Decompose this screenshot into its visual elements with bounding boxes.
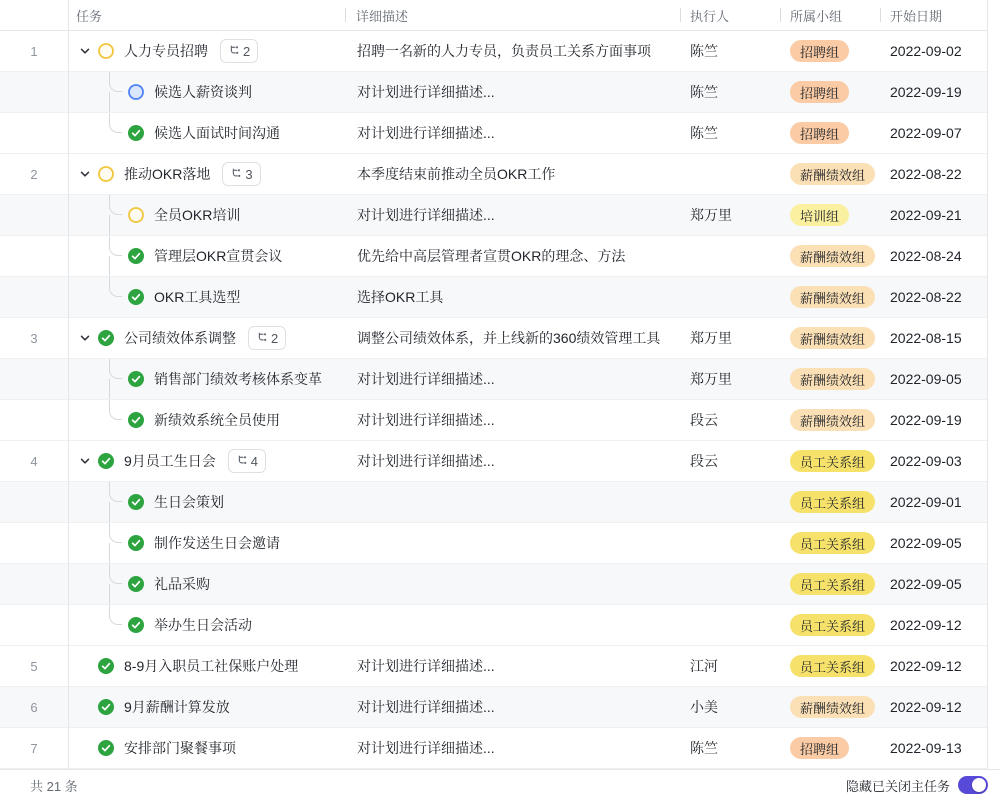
group-badge: 薪酬绩效组 (790, 245, 875, 267)
subtask-count: 3 (245, 166, 253, 182)
group-cell[interactable] (780, 605, 880, 645)
status-icon[interactable] (128, 289, 144, 305)
status-icon[interactable] (128, 412, 144, 428)
group-cell[interactable] (780, 359, 880, 399)
date-cell[interactable]: 2022-08-24 (890, 248, 962, 264)
task-name: 9月员工生日会 (124, 453, 216, 469)
task-name: 生日会策划 (154, 494, 224, 510)
group-badge: 员工关系组 (790, 655, 875, 677)
description-cell[interactable]: 对计划进行详细描述... (357, 453, 495, 469)
task-name: 礼品采购 (154, 576, 210, 592)
assignee-cell[interactable] (680, 482, 780, 522)
subtask-count: 4 (250, 453, 259, 469)
status-icon[interactable] (128, 494, 144, 510)
date-cell[interactable]: 2022-09-05 (890, 576, 962, 592)
column-header-description-label: 详细描述 (356, 8, 409, 24)
table-row[interactable] (0, 154, 988, 195)
task-cell[interactable] (68, 441, 345, 481)
row-number (0, 359, 68, 399)
column-header-start-date[interactable] (880, 0, 988, 30)
group-cell[interactable] (780, 728, 880, 768)
table-row[interactable] (0, 687, 988, 728)
date-cell[interactable]: 2022-08-15 (890, 330, 962, 346)
task-cell[interactable] (68, 318, 345, 358)
status-icon[interactable] (128, 617, 144, 633)
status-icon[interactable] (98, 453, 114, 469)
task-name: 举办生日会活动 (154, 617, 252, 633)
group-badge: 招聘组 (790, 122, 849, 144)
table-row[interactable] (0, 318, 988, 359)
table-row[interactable] (0, 564, 988, 605)
footer-bar (0, 769, 1000, 800)
tree-connector (109, 195, 123, 235)
assignee-cell[interactable]: 陈竺 (690, 125, 718, 141)
description-cell[interactable]: 优先给中高层管理者宣贯OKR的理念、方法 (357, 248, 626, 264)
task-name: 管理层OKR宣贯会议 (154, 248, 283, 264)
group-cell[interactable] (780, 277, 880, 317)
chevron-down-icon[interactable] (78, 167, 92, 181)
group-cell[interactable] (780, 523, 880, 563)
row-number (0, 236, 68, 276)
table-row[interactable] (0, 72, 988, 113)
subtask-count-badge[interactable] (222, 162, 260, 186)
group-badge: 员工关系组 (790, 532, 875, 554)
description-cell[interactable]: 对计划进行详细描述... (357, 371, 495, 387)
column-header-index (0, 0, 68, 30)
date-cell[interactable]: 2022-09-13 (890, 740, 962, 756)
tree-connector (109, 523, 123, 563)
status-icon[interactable] (98, 166, 114, 182)
group-badge: 员工关系组 (790, 573, 875, 595)
table-row[interactable] (0, 441, 988, 482)
task-name: 新绩效系统全员使用 (154, 412, 280, 428)
date-cell[interactable]: 2022-09-19 (890, 84, 962, 100)
group-cell[interactable] (780, 687, 880, 727)
assignee-cell[interactable]: 小美 (690, 699, 718, 715)
date-cell[interactable]: 2022-09-12 (890, 699, 962, 715)
description-cell[interactable] (345, 482, 680, 522)
description-cell[interactable]: 对计划进行详细描述... (357, 84, 495, 100)
status-icon[interactable] (98, 330, 114, 346)
group-cell[interactable] (780, 564, 880, 604)
date-cell[interactable]: 2022-08-22 (890, 289, 962, 305)
row-number (0, 605, 68, 645)
row-number (0, 277, 68, 317)
description-cell[interactable]: 对计划进行详细描述... (357, 125, 495, 141)
table-header-row (0, 0, 988, 31)
description-cell[interactable]: 对计划进行详细描述... (357, 207, 495, 223)
assignee-cell[interactable]: 郑万里 (690, 330, 732, 346)
row-number: 2 (30, 166, 38, 182)
assignee-cell[interactable]: 段云 (690, 453, 718, 469)
row-number: 6 (30, 699, 38, 715)
subtask-count-badge[interactable] (228, 449, 266, 473)
table-row[interactable] (0, 236, 988, 277)
date-cell[interactable]: 2022-09-12 (890, 617, 962, 633)
table-row[interactable] (0, 523, 988, 564)
status-icon[interactable] (128, 84, 144, 100)
tree-connector (109, 72, 123, 112)
assignee-cell[interactable] (680, 605, 780, 645)
assignee-cell[interactable]: 陈竺 (690, 43, 718, 59)
group-cell[interactable] (780, 236, 880, 276)
assignee-cell[interactable] (680, 154, 780, 194)
status-icon[interactable] (128, 371, 144, 387)
date-cell[interactable]: 2022-09-21 (890, 207, 962, 223)
assignee-cell[interactable]: 郑万里 (690, 371, 732, 387)
status-icon[interactable] (98, 43, 114, 59)
description-cell[interactable] (345, 523, 680, 563)
status-icon[interactable] (128, 207, 144, 223)
assignee-cell[interactable]: 陈竺 (690, 740, 718, 756)
description-cell[interactable]: 本季度结束前推动全员OKR工作 (357, 166, 556, 182)
status-icon[interactable] (128, 248, 144, 264)
date-cell[interactable]: 2022-09-12 (890, 658, 962, 674)
task-name: 销售部门绩效考核体系变革 (154, 371, 322, 387)
assignee-cell[interactable] (680, 277, 780, 317)
table-row[interactable] (0, 277, 988, 318)
description-cell[interactable]: 对计划进行详细描述... (357, 658, 495, 674)
row-number (0, 400, 68, 440)
date-cell[interactable]: 2022-09-03 (890, 453, 962, 469)
toggle-knob (972, 778, 986, 792)
table-row[interactable] (0, 113, 988, 154)
tree-connector (109, 236, 123, 276)
assignee-cell[interactable]: 江河 (690, 658, 718, 674)
subtask-tree-icon (256, 330, 268, 346)
task-cell[interactable] (68, 646, 345, 686)
description-cell[interactable]: 对计划进行详细描述... (357, 699, 495, 715)
subtask-tree-icon (228, 43, 240, 59)
table-row[interactable] (0, 195, 988, 236)
column-header-description[interactable] (345, 0, 680, 30)
chevron-down-icon[interactable] (78, 454, 92, 468)
subtask-count-badge[interactable] (248, 326, 286, 350)
assignee-cell[interactable]: 段云 (690, 412, 718, 428)
assignee-cell[interactable] (680, 523, 780, 563)
group-cell[interactable] (780, 646, 880, 686)
tree-connector (109, 605, 123, 645)
row-number (0, 523, 68, 563)
tree-connector (109, 359, 123, 399)
date-cell[interactable]: 2022-09-05 (890, 371, 962, 387)
task-cell[interactable] (68, 728, 345, 768)
column-header-group[interactable] (780, 0, 880, 30)
group-badge: 员工关系组 (790, 614, 875, 636)
group-badge: 薪酬绩效组 (790, 163, 875, 185)
group-cell[interactable] (780, 113, 880, 153)
group-cell[interactable] (780, 400, 880, 440)
table-body (0, 31, 988, 769)
status-icon[interactable] (98, 658, 114, 674)
task-name: 推动OKR落地 (124, 166, 211, 182)
group-badge: 薪酬绩效组 (790, 286, 875, 308)
task-name: 候选人薪资谈判 (154, 84, 252, 100)
date-cell[interactable]: 2022-09-05 (890, 535, 962, 551)
column-header-task[interactable] (68, 0, 345, 30)
group-badge: 培训组 (790, 204, 849, 226)
table-row[interactable] (0, 605, 988, 646)
task-cell[interactable] (68, 564, 345, 604)
task-cell[interactable] (68, 359, 345, 399)
column-header-group-label: 所属小组 (790, 8, 843, 24)
group-badge: 招聘组 (790, 737, 849, 759)
task-name: 人力专员招聘 (124, 43, 208, 59)
group-badge: 薪酬绩效组 (790, 368, 875, 390)
group-cell[interactable] (780, 318, 880, 358)
group-cell[interactable] (780, 154, 880, 194)
task-name: 全员OKR培训 (154, 207, 241, 223)
description-cell[interactable]: 对计划进行详细描述... (357, 740, 495, 756)
status-icon[interactable] (128, 125, 144, 141)
group-badge: 薪酬绩效组 (790, 409, 875, 431)
description-cell[interactable] (345, 564, 680, 604)
column-header-task-label: 任务 (76, 8, 103, 24)
task-cell[interactable] (68, 72, 345, 112)
task-name: OKR工具选型 (154, 289, 241, 305)
assignee-cell[interactable]: 郑万里 (690, 207, 732, 223)
assignee-cell[interactable] (680, 236, 780, 276)
subtask-count-badge[interactable] (220, 39, 258, 63)
group-badge: 薪酬绩效组 (790, 327, 875, 349)
description-cell[interactable]: 选择OKR工具 (357, 289, 444, 305)
row-number (0, 72, 68, 112)
column-header-assignee-label: 执行人 (690, 8, 730, 24)
group-cell[interactable] (780, 195, 880, 235)
task-cell[interactable] (68, 687, 345, 727)
status-icon[interactable] (128, 576, 144, 592)
row-number: 7 (30, 740, 38, 756)
tree-connector (109, 400, 123, 440)
group-badge: 招聘组 (790, 81, 849, 103)
task-cell[interactable] (68, 482, 345, 522)
task-cell[interactable] (68, 236, 345, 276)
date-cell[interactable]: 2022-08-22 (890, 166, 962, 182)
row-number: 3 (30, 330, 38, 346)
task-name: 安排部门聚餐事项 (124, 740, 236, 756)
task-cell[interactable] (68, 605, 345, 645)
subtask-tree-icon (230, 166, 242, 182)
task-name: 候选人面试时间沟通 (154, 125, 280, 141)
chevron-down-icon[interactable] (78, 44, 92, 58)
task-cell[interactable] (68, 195, 345, 235)
group-cell[interactable] (780, 482, 880, 522)
row-number: 5 (30, 658, 38, 674)
group-badge: 员工关系组 (790, 450, 875, 472)
task-cell[interactable] (68, 154, 345, 194)
task-cell[interactable] (68, 277, 345, 317)
row-number (0, 564, 68, 604)
row-number (0, 482, 68, 522)
task-name: 8-9月入职员工社保账户处理 (124, 658, 299, 674)
date-cell[interactable]: 2022-09-01 (890, 494, 962, 510)
group-badge: 薪酬绩效组 (790, 696, 875, 718)
row-number: 4 (30, 453, 38, 469)
task-name: 制作发送生日会邀请 (154, 535, 280, 551)
table-row[interactable] (0, 646, 988, 687)
table-row[interactable] (0, 728, 988, 769)
status-icon[interactable] (98, 740, 114, 756)
task-cell[interactable] (68, 113, 345, 153)
group-cell[interactable] (780, 72, 880, 112)
table-row[interactable] (0, 359, 988, 400)
table-row[interactable] (0, 31, 988, 72)
group-badge: 员工关系组 (790, 491, 875, 513)
subtask-count: 2 (271, 330, 279, 346)
status-icon[interactable] (98, 699, 114, 715)
tree-connector (109, 564, 123, 604)
tree-connector (109, 113, 123, 153)
task-cell[interactable] (68, 31, 345, 71)
table-row[interactable] (0, 400, 988, 441)
assignee-cell[interactable]: 陈竺 (690, 84, 718, 100)
tree-connector (109, 277, 123, 317)
tree-connector (109, 482, 123, 522)
column-divider (987, 0, 988, 769)
task-cell[interactable] (68, 523, 345, 563)
subtask-tree-icon (236, 453, 248, 469)
group-badge: 招聘组 (790, 40, 849, 62)
table-row[interactable] (0, 482, 988, 523)
column-header-assignee[interactable] (680, 0, 780, 30)
group-cell[interactable] (780, 31, 880, 71)
record-count: 共 21 条 (30, 778, 78, 794)
hide-closed-tasks-label: 隐藏已关闭主任务 (845, 778, 950, 794)
date-cell[interactable]: 2022-09-07 (890, 125, 962, 141)
subtask-count: 2 (243, 43, 251, 59)
date-cell[interactable]: 2022-09-19 (890, 412, 962, 428)
row-number: 1 (30, 43, 38, 59)
task-name: 9月薪酬计算发放 (124, 699, 230, 715)
chevron-down-icon[interactable] (78, 331, 92, 345)
description-cell[interactable]: 调整公司绩效体系，并上线新的360绩效管理工具 (357, 330, 661, 346)
group-cell[interactable] (780, 441, 880, 481)
row-number (0, 113, 68, 153)
description-cell[interactable]: 对计划进行详细描述... (357, 412, 495, 428)
task-cell[interactable] (68, 400, 345, 440)
description-cell[interactable] (345, 605, 680, 645)
status-icon[interactable] (128, 535, 144, 551)
hide-closed-tasks-toggle[interactable] (958, 776, 988, 794)
column-divider (68, 0, 69, 769)
description-cell[interactable]: 招聘一名新的人力专员，负责员工关系方面事项 (357, 43, 651, 59)
date-cell[interactable]: 2022-09-02 (890, 43, 962, 59)
column-header-start-date-label: 开始日期 (890, 8, 943, 24)
assignee-cell[interactable] (680, 564, 780, 604)
row-number (0, 195, 68, 235)
task-name: 公司绩效体系调整 (124, 330, 236, 346)
